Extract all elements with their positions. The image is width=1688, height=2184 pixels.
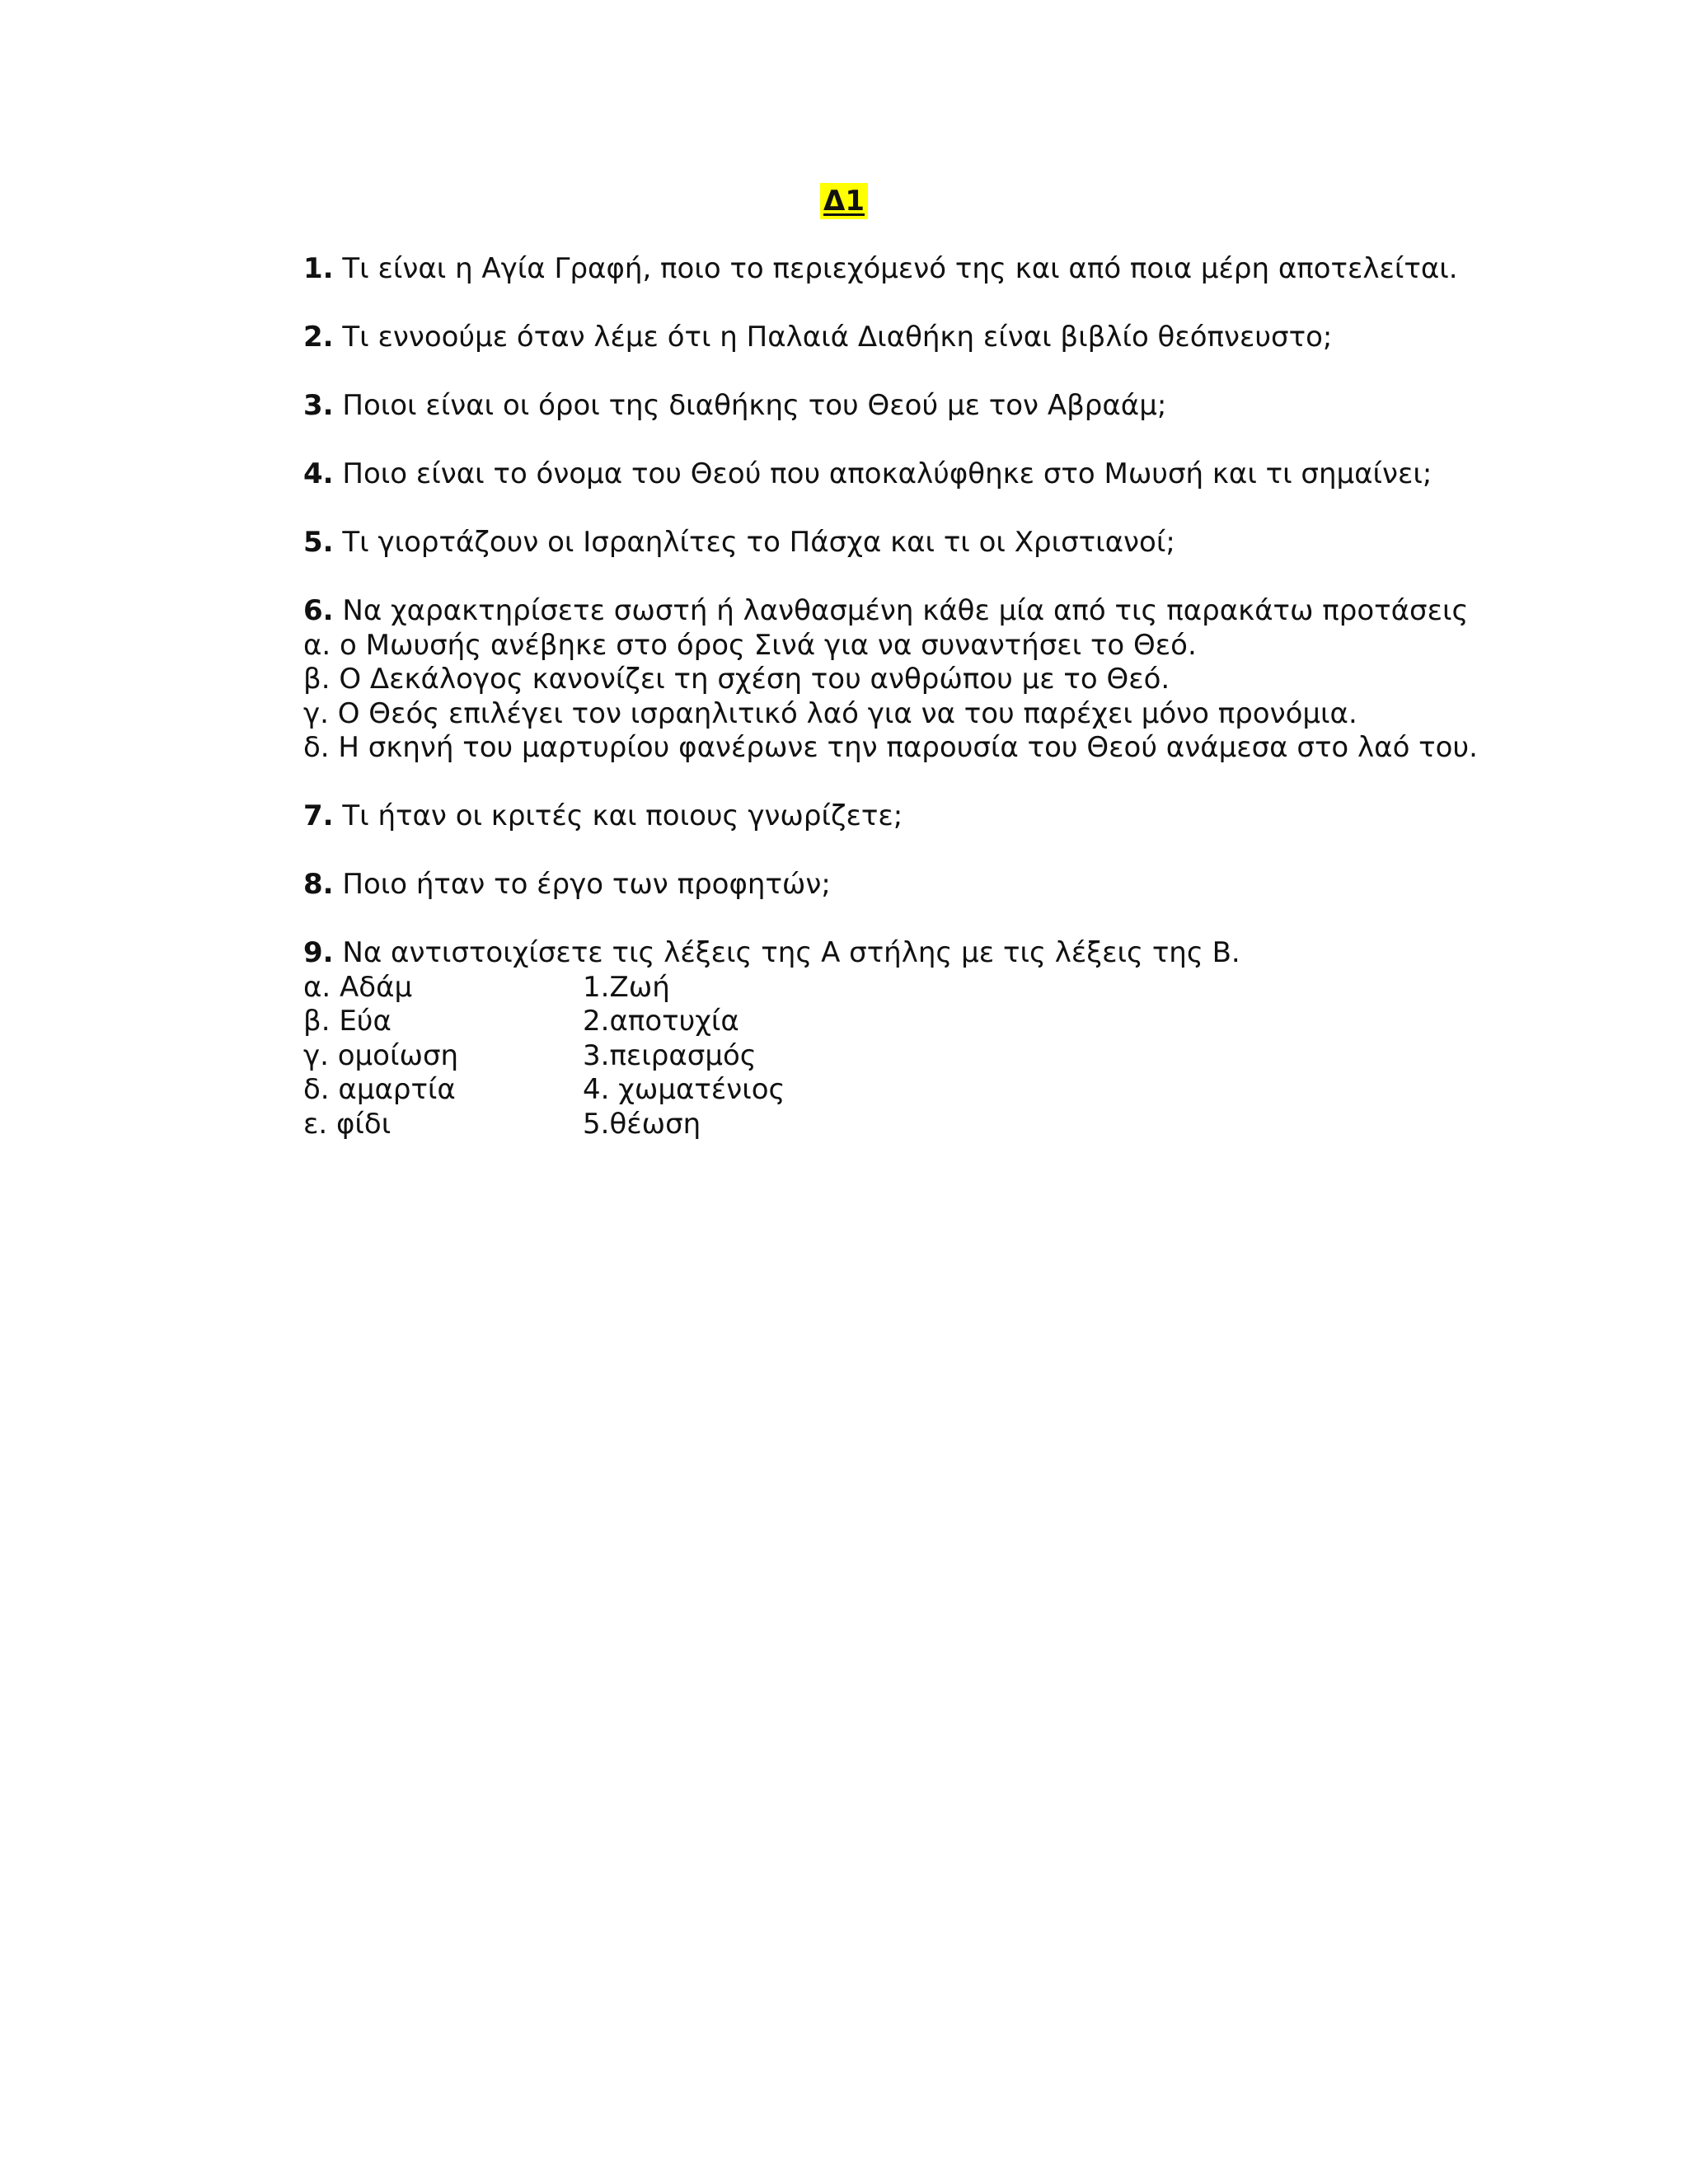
true-false-item: β. Ο Δεκάλογος κανονίζει τη σχέση του ανθρώπου με το Θεό. — [303, 663, 1170, 696]
true-false-item: α. ο Μωυσής ανέβηκε στο όρος Σινά για να συναντήσει το Θεό. — [303, 628, 1197, 662]
question-text: Να χαρακτηρίσετε σωστή ή λανθασμένη κάθε μία από τις παρακάτω προτάσεις — [333, 594, 1469, 627]
question-number: 9. — [303, 936, 334, 969]
question-number: 2. — [303, 321, 334, 354]
questions-list — [303, 252, 1478, 1176]
question-1 — [303, 252, 1457, 287]
page-title: Δ1 — [820, 183, 868, 219]
column-a-item: γ. ομοίωση — [303, 1038, 459, 1072]
matching-row — [303, 1108, 1457, 1142]
column-b-item: 1.Ζωή — [583, 970, 670, 1004]
question-2 — [303, 321, 1457, 355]
question-6 — [303, 594, 1478, 766]
question-number: 6. — [303, 594, 334, 627]
column-b-item: 5.θέωση — [583, 1107, 701, 1141]
true-false-item: γ. Ο Θεός επιλέγει τον ισραηλιτικό λαό για να του παρέχει μόνο προνόμια. — [303, 696, 1357, 730]
question-text: Τι είναι η Αγία Γραφή, ποιο το περιεχόμενό της και από ποια μέρη αποτελείται. — [333, 252, 1458, 285]
column-a-item: δ. αμαρτία — [303, 1073, 456, 1106]
question-number: 1. — [303, 252, 334, 285]
column-b-item: 4. χωματένιος — [583, 1073, 785, 1106]
matching-row — [303, 1005, 1457, 1039]
question-text: Ποιο είναι το όνομα του Θεού που αποκαλύφθηκε στο Μωυσή και τι σημαίνει; — [333, 457, 1432, 490]
question-number: 4. — [303, 457, 334, 490]
title-container — [0, 183, 1688, 219]
question-9 — [303, 936, 1457, 1141]
matching-row — [303, 1073, 1457, 1108]
question-text: Ποιοι είναι οι όροι της διαθήκης του Θεού με τον Αβραάμ; — [333, 389, 1167, 422]
column-a-item: ε. φίδι — [303, 1107, 392, 1141]
question-7 — [303, 799, 1457, 834]
question-4 — [303, 457, 1457, 492]
question-text: Να αντιστοιχίσετε τις λέξεις της Α στήλης με τις λέξεις της Β. — [333, 936, 1240, 969]
question-3 — [303, 389, 1457, 424]
question-number: 8. — [303, 868, 334, 901]
question-text: Ποιο ήταν το έργο των προφητών; — [333, 868, 831, 901]
column-b-item: 3.πειρασμός — [583, 1038, 757, 1072]
question-8 — [303, 868, 1457, 902]
question-number: 5. — [303, 526, 334, 559]
question-number: 7. — [303, 799, 334, 832]
column-a-item: β. Εύα — [303, 1005, 392, 1038]
question-number: 3. — [303, 389, 334, 422]
column-a-item: α. Αδάμ — [303, 970, 413, 1004]
true-false-item: δ. Η σκηνή του μαρτυρίου φανέρωνε την παρουσία του Θεού ανάμεσα στο λαό του. — [303, 731, 1478, 764]
matching-row — [303, 1039, 1457, 1074]
column-b-item: 2.αποτυχία — [583, 1005, 739, 1038]
question-text: Τι ήταν οι κριτές και ποιους γνωρίζετε; — [333, 799, 903, 832]
matching-row — [303, 971, 1457, 1005]
question-text: Τι γιορτάζουν οι Ισραηλίτες το Πάσχα και τι οι Χριστιανοί; — [333, 526, 1175, 559]
question-5 — [303, 526, 1457, 560]
question-text: Τι εννοούμε όταν λέμε ότι η Παλαιά Διαθήκη είναι βιβλίο θεόπνευστο; — [333, 321, 1333, 354]
